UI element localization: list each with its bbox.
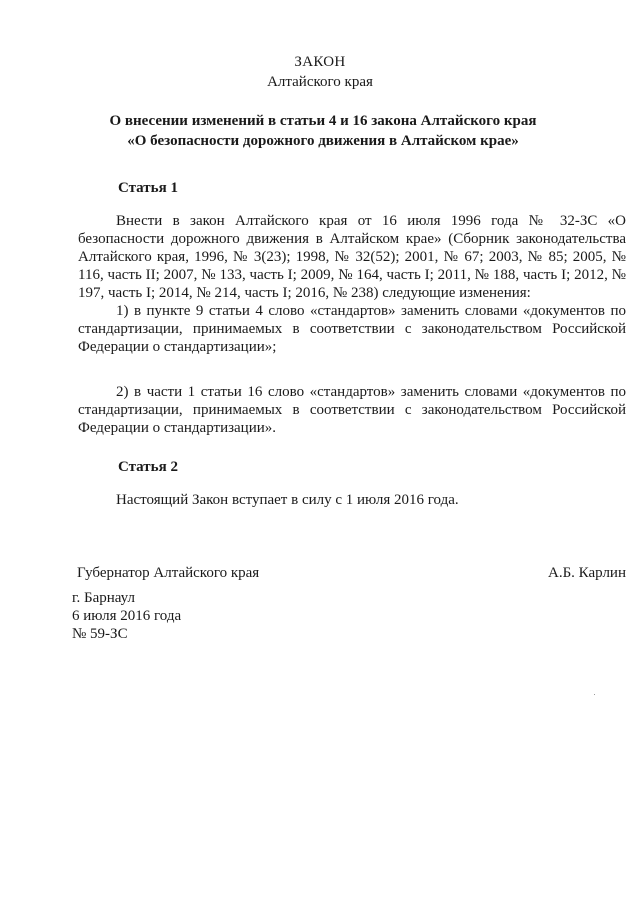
document-issuer: Алтайского края [267, 74, 373, 90]
article-1-item-1: 1) в пункте 9 статьи 4 слово «стандартов» заменить словами «документов по стандартизации, принимаемых в соответствии с законодательством Российской Федерации о стандартизации»; [78, 303, 626, 355]
signing-date: 6 июля 2016 года [72, 608, 182, 624]
signatory-role: Губернатор Алтайского края [77, 565, 260, 581]
law-number: № 59-ЗС [72, 626, 128, 642]
article-2-heading: Статья 2 [118, 459, 178, 475]
signing-place: г. Барнаул [72, 590, 135, 606]
article-2-text: Настоящий Закон вступает в силу с 1 июля 2016 года. [116, 492, 459, 508]
signatory-name: А.Б. Карлин [547, 565, 626, 581]
article-1-intro: Внести в закон Алтайского края от 16 июля 1996 года № 32-ЗС «О безопасности дорожного движения в Алтайском крае» (Сборник законодательства Алтайского края, 1996, № 3(23); 1998, № 32(52); 2001, № 67; 2003, № 85; 2005, № 116, часть II; 2007, № 133, часть I; 2009, № 164, часть I; 2011, № 188, часть I; 2012, № 197, часть I; 2014, № 214, часть I; 2016, № 238) следующие изменения: [78, 213, 626, 301]
scan-speck [594, 694, 595, 695]
article-1-item-2: 2) в части 1 статьи 16 слово «стандартов» заменить словами «документов по стандартизации, принимаемых в соответствии с законодательством Российской Федерации о стандартизации». [78, 384, 626, 436]
document-type-title: ЗАКОН [294, 54, 346, 70]
article-1-heading: Статья 1 [118, 180, 178, 196]
law-title: О внесении изменений в статьи 4 и 16 закона Алтайского края «О безопасности дорожного движения в Алтайском крае» [109, 113, 537, 149]
